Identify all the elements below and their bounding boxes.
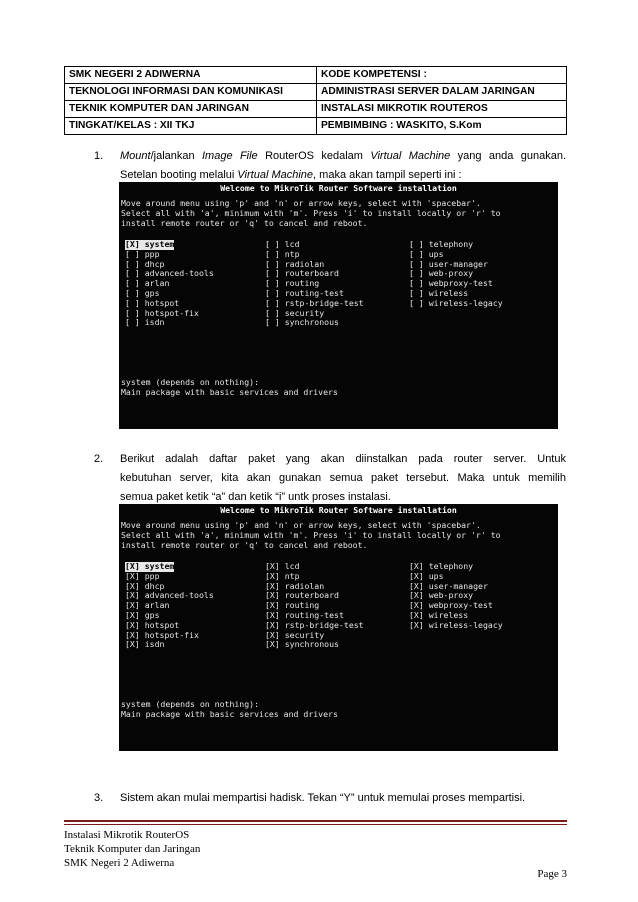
package-checkbox[interactable]: [ ] <box>409 268 424 279</box>
package-label: routerboard <box>284 268 339 279</box>
package-checkbox[interactable]: [ ] <box>265 248 280 259</box>
package-checkbox[interactable]: [ ] <box>125 317 140 328</box>
package-option-isdn[interactable] <box>125 318 164 328</box>
package-checkbox[interactable]: [X] <box>265 590 280 601</box>
package-checkbox[interactable]: [ ] <box>125 258 140 269</box>
package-checkbox[interactable]: [X] <box>265 639 280 650</box>
package-label: arlan <box>144 600 170 611</box>
step-line: Berikut adalah daftar paket yang akan diinstalkan pada router server. Untuk <box>120 453 566 465</box>
package-label: webproxy-test <box>428 278 493 289</box>
package-label: ntp <box>284 570 300 581</box>
package-label: lcd <box>284 561 300 571</box>
package-label: radiolan <box>284 580 325 591</box>
step-text <box>120 450 566 507</box>
package-label: ppp <box>144 248 160 259</box>
step-line: Mount/jalankan Image File RouterOS kedalam Virtual Machine yang anda gunakan. <box>120 150 567 162</box>
package-label: advanced-tools <box>144 590 214 601</box>
package-checkbox[interactable]: [ ] <box>265 307 280 318</box>
package-label: webproxy-test <box>428 600 493 611</box>
package-label: ups <box>428 570 444 581</box>
package-checkbox[interactable]: [ ] <box>409 258 424 269</box>
package-checkbox[interactable]: [X] <box>265 570 280 581</box>
header-cell: INSTALASI MIKROTIK ROUTEROS <box>317 101 567 118</box>
terminal-description: system (depends on nothing): <box>121 377 260 387</box>
package-checkbox[interactable]: [X] <box>265 561 280 571</box>
package-checkbox[interactable]: [ ] <box>265 239 280 249</box>
packages-screen-all-selected <box>119 504 558 751</box>
terminal-instruction: install remote router or 'q' to cancel and reboot. <box>121 218 368 228</box>
package-label: hotspot <box>144 297 180 308</box>
step-number: 3. <box>94 792 104 804</box>
terminal-instruction: Select all with 'a', minimum with 'm'. Press 'i' to install locally or 'r' to <box>121 208 501 218</box>
header-cell: SMK NEGERI 2 ADIWERNA <box>65 67 317 84</box>
package-checkbox[interactable]: [X] <box>265 610 280 620</box>
package-label: hotspot-fix <box>144 629 199 640</box>
terminal-title: Welcome to MikroTik Router Software installation <box>220 183 457 193</box>
package-label: user-manager <box>428 258 488 269</box>
package-checkbox[interactable]: [ ] <box>265 268 280 279</box>
package-label: synchronous <box>284 639 339 650</box>
package-label: security <box>284 629 325 640</box>
footer-line: Teknik Komputer dan Jaringan <box>64 843 201 855</box>
package-label: dhcp <box>144 580 165 591</box>
package-label: gps <box>144 288 160 298</box>
package-checkbox[interactable]: [ ] <box>125 278 140 289</box>
package-checkbox[interactable]: [ ] <box>265 297 280 308</box>
package-label: advanced-tools <box>144 268 214 279</box>
package-checkbox[interactable]: [X] <box>409 610 424 620</box>
package-checkbox[interactable]: [X] <box>125 639 140 650</box>
package-checkbox[interactable]: [ ] <box>265 278 280 289</box>
package-checkbox[interactable]: [ ] <box>409 239 424 249</box>
package-checkbox[interactable]: [X] <box>265 629 280 640</box>
step-number: 2. <box>94 453 104 465</box>
step-line: Setelan booting melalui Virtual Machine, maka akan tampil seperti ini : <box>120 169 462 181</box>
package-label: isdn <box>144 317 165 328</box>
package-checkbox[interactable]: [X] <box>125 580 140 591</box>
package-checkbox[interactable]: [X] <box>125 561 140 571</box>
package-checkbox[interactable]: [X] <box>409 561 424 571</box>
package-label: routing <box>284 278 320 289</box>
terminal-instruction: Move around menu using 'p' and 'n' or arrow keys, select with 'spacebar'. <box>121 520 481 530</box>
header-row <box>65 101 567 118</box>
package-checkbox[interactable]: [ ] <box>125 268 140 279</box>
header-cell: KODE KOMPETENSI : <box>317 67 567 84</box>
package-label: security <box>284 307 325 318</box>
package-label: isdn <box>144 639 165 650</box>
package-label: web-proxy <box>428 268 474 279</box>
package-checkbox[interactable]: [ ] <box>409 288 424 298</box>
package-checkbox[interactable]: [X] <box>409 570 424 581</box>
package-checkbox[interactable]: [ ] <box>125 248 140 259</box>
package-checkbox[interactable]: [X] <box>125 619 140 630</box>
package-checkbox[interactable]: [ ] <box>125 297 140 308</box>
package-checkbox[interactable]: [X] <box>409 619 424 630</box>
package-checkbox[interactable]: [X] <box>409 580 424 591</box>
step-text <box>120 147 566 185</box>
step-line: Sistem akan mulai mempartisi hadisk. Tekan “Y” untuk memulai proses mempartisi. <box>120 792 526 804</box>
package-checkbox[interactable]: [X] <box>409 600 424 611</box>
footer-line: SMK Negeri 2 Adiwerna <box>64 857 175 869</box>
package-option-synchronous[interactable] <box>265 318 339 328</box>
package-option-isdn[interactable] <box>125 640 164 650</box>
package-label: routerboard <box>284 590 339 601</box>
package-checkbox[interactable]: [X] <box>125 570 140 581</box>
package-checkbox[interactable]: [ ] <box>409 248 424 259</box>
step-line: semua paket ketik “a” dan ketik “i” untk proses instalasi. <box>120 491 391 503</box>
package-checkbox[interactable]: [X] <box>125 629 140 640</box>
package-checkbox[interactable]: [X] <box>125 239 140 249</box>
step-line: kebutuhan server, kita akan gunakan semua paket tersebut. Maka untuk memilih <box>120 472 566 484</box>
header-row <box>65 84 567 101</box>
package-checkbox[interactable]: [X] <box>409 590 424 601</box>
package-label: web-proxy <box>428 590 474 601</box>
package-checkbox[interactable]: [X] <box>265 619 280 630</box>
header-cell: PEMBIMBING : WASKITO, S.Kom <box>317 118 567 135</box>
package-label: synchronous <box>284 317 339 328</box>
package-label: routing-test <box>284 288 344 298</box>
package-label: ppp <box>144 570 160 581</box>
terminal-instruction: install remote router or 'q' to cancel and reboot. <box>121 540 368 550</box>
package-checkbox[interactable]: [ ] <box>265 288 280 298</box>
package-checkbox[interactable]: [X] <box>125 600 140 611</box>
header-cell: TEKNOLOGI INFORMASI DAN KOMUNIKASI <box>65 84 317 101</box>
header-row <box>65 118 567 135</box>
package-label: rstp-bridge-test <box>284 619 364 630</box>
package-label: wireless <box>428 288 469 298</box>
terminal-title: Welcome to MikroTik Router Software installation <box>220 505 457 515</box>
package-checkbox[interactable]: [ ] <box>125 288 140 298</box>
package-label: telephony <box>428 561 474 571</box>
package-label: rstp-bridge-test <box>284 297 364 308</box>
package-label: user-manager <box>428 580 488 591</box>
step-text <box>120 789 566 808</box>
package-label: dhcp <box>144 258 165 269</box>
package-label: wireless-legacy <box>428 297 503 308</box>
terminal-instruction: Move around menu using 'p' and 'n' or arrow keys, select with 'spacebar'. <box>121 198 481 208</box>
terminal-instruction: Select all with 'a', minimum with 'm'. Press 'i' to install locally or 'r' to <box>121 530 501 540</box>
packages-screen-default <box>119 182 558 429</box>
header-cell: ADMINISTRASI SERVER DALAM JARINGAN <box>317 84 567 101</box>
package-option-wireless-legacy[interactable] <box>409 621 503 631</box>
step-number: 1. <box>94 150 104 162</box>
page-number: Page 3 <box>537 868 567 880</box>
package-option-synchronous[interactable] <box>265 640 339 650</box>
package-label: ups <box>428 248 444 259</box>
header-cell: TINGKAT/KELAS : XII TKJ <box>65 118 317 135</box>
package-label: gps <box>144 610 160 620</box>
package-checkbox[interactable]: [X] <box>125 590 140 601</box>
package-checkbox[interactable]: [X] <box>265 600 280 611</box>
package-label: ntp <box>284 248 300 259</box>
package-label: routing-test <box>284 610 344 620</box>
package-checkbox[interactable]: [X] <box>125 610 140 620</box>
terminal-description: Main package with basic services and drivers <box>121 387 338 397</box>
package-label: telephony <box>428 239 474 249</box>
terminal-description: system (depends on nothing): <box>121 699 260 709</box>
header-row <box>65 67 567 84</box>
header-table <box>64 66 567 135</box>
package-checkbox[interactable]: [ ] <box>125 307 140 318</box>
package-label: hotspot-fix <box>144 307 199 318</box>
header-cell: TEKNIK KOMPUTER DAN JARINGAN <box>65 101 317 118</box>
package-label: wireless <box>428 610 469 620</box>
footer-line: Instalasi Mikrotik RouterOS <box>64 829 190 841</box>
package-checkbox[interactable]: [ ] <box>265 258 280 269</box>
package-checkbox[interactable]: [ ] <box>409 297 424 308</box>
package-checkbox[interactable]: [X] <box>265 580 280 591</box>
package-checkbox[interactable]: [ ] <box>409 278 424 289</box>
footer-divider <box>64 820 567 822</box>
package-label: hotspot <box>144 619 180 630</box>
package-checkbox[interactable]: [ ] <box>265 317 280 328</box>
package-label: system <box>144 561 175 571</box>
footer-divider-thin <box>64 824 567 825</box>
package-label: lcd <box>284 239 300 249</box>
package-label: routing <box>284 600 320 611</box>
package-label: wireless-legacy <box>428 619 503 630</box>
terminal-description: Main package with basic services and drivers <box>121 709 338 719</box>
package-label: radiolan <box>284 258 325 269</box>
package-label: arlan <box>144 278 170 289</box>
package-option-wireless-legacy[interactable] <box>409 299 503 309</box>
package-label: system <box>144 239 175 249</box>
